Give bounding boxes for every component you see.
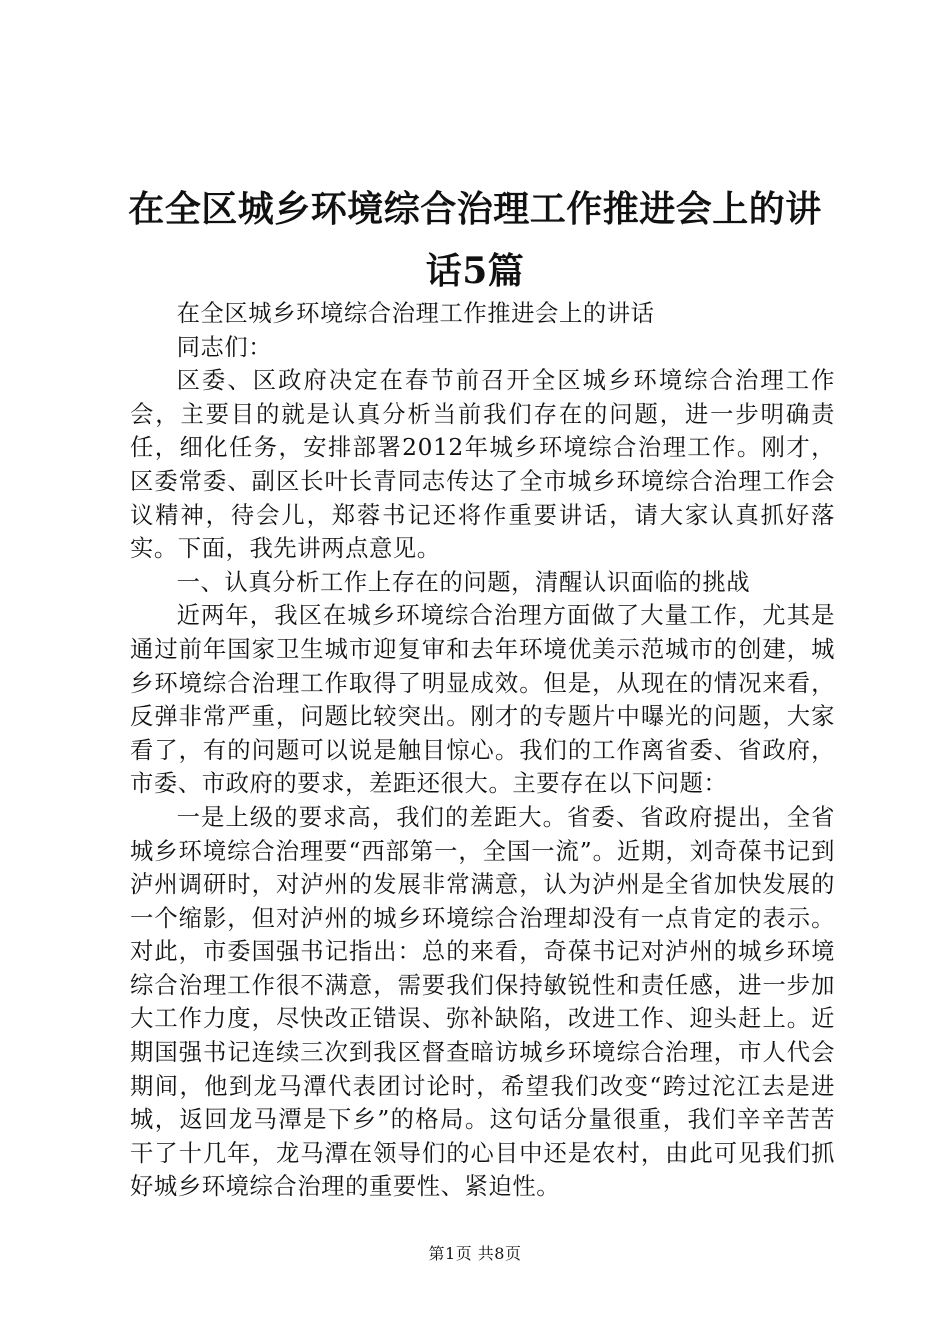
paragraph-intro: 区委、区政府决定在春节前召开全区城乡环境综合治理工作会，主要目的就是认真分析当前我们存在的问题，进一步明确责任，细化任务，安排部署2012年城乡环境综合治理工作。刚才，区委常委、副区长叶长青同志传达了全市城乡环境综合治理工作会议精神，待会儿，郑蓉书记还将作重要讲话，请大家认真抓好落实。下面，我先讲两点意见。 xyxy=(130,367,835,563)
paragraph-subtitle: 在全区城乡环境综合治理工作推进会上的讲话 xyxy=(176,300,655,327)
paragraph-point-one: 一是上级的要求高，我们的差距大。省委、省政府提出，全省城乡环境综合治理要“西部第一，全国一流”。近期，刘奇葆书记到泸州调研时，对泸州的发展非常满意，认为泸州是全省加快发展的一个缩影，但对泸州的城乡环境综合治理却没有一点肯定的表示。对此，市委国强书记指出：总的来看，奇葆书记对泸州的城乡环境综合治理工作很不满意，需要我们保持敏锐性和责任感，进一步加大工作力度，尽快改正错误、弥补缺陷，改进工作、迎头赶上。近期国强书记连续三次到我区督查暗访城乡环境综合治理，市人代会期间，他到龙马潭代表团讨论时，希望我们改变“跨过沱江去是进城，返回龙马潭是下乡”的格局。这句话分量很重，我们辛辛苦苦干了十几年，龙马潭在领导们的心目中还是农村，由此可见我们抓好城乡环境综合治理的重要性、紧迫性。 xyxy=(130,803,835,1201)
section-heading: 一、认真分析工作上存在的问题，清醒认识面临的挑战 xyxy=(176,568,751,596)
paragraph-overview: 近两年，我区在城乡环境综合治理方面做了大量工作，尤其是通过前年国家卫生城市迎复审和去年环境优美示范城市的创建，城乡环境综合治理工作取得了明显成效。但是，从现在的情况来看，反弹非常严重，问题比较突出。刚才的专题片中曝光的问题，大家看了，有的问题可以说是触目惊心。我们的工作离省委、省政府，市委、市政府的要求，差距还很大。主要存在以下问题： xyxy=(130,602,835,798)
document-body xyxy=(130,297,835,1204)
page-footer: 第1页 共8页 xyxy=(428,1244,522,1263)
paragraph-salutation: 同志们： xyxy=(176,333,273,361)
document-title: 在全区城乡环境综合治理工作推进会上的讲话5篇 xyxy=(128,188,822,292)
